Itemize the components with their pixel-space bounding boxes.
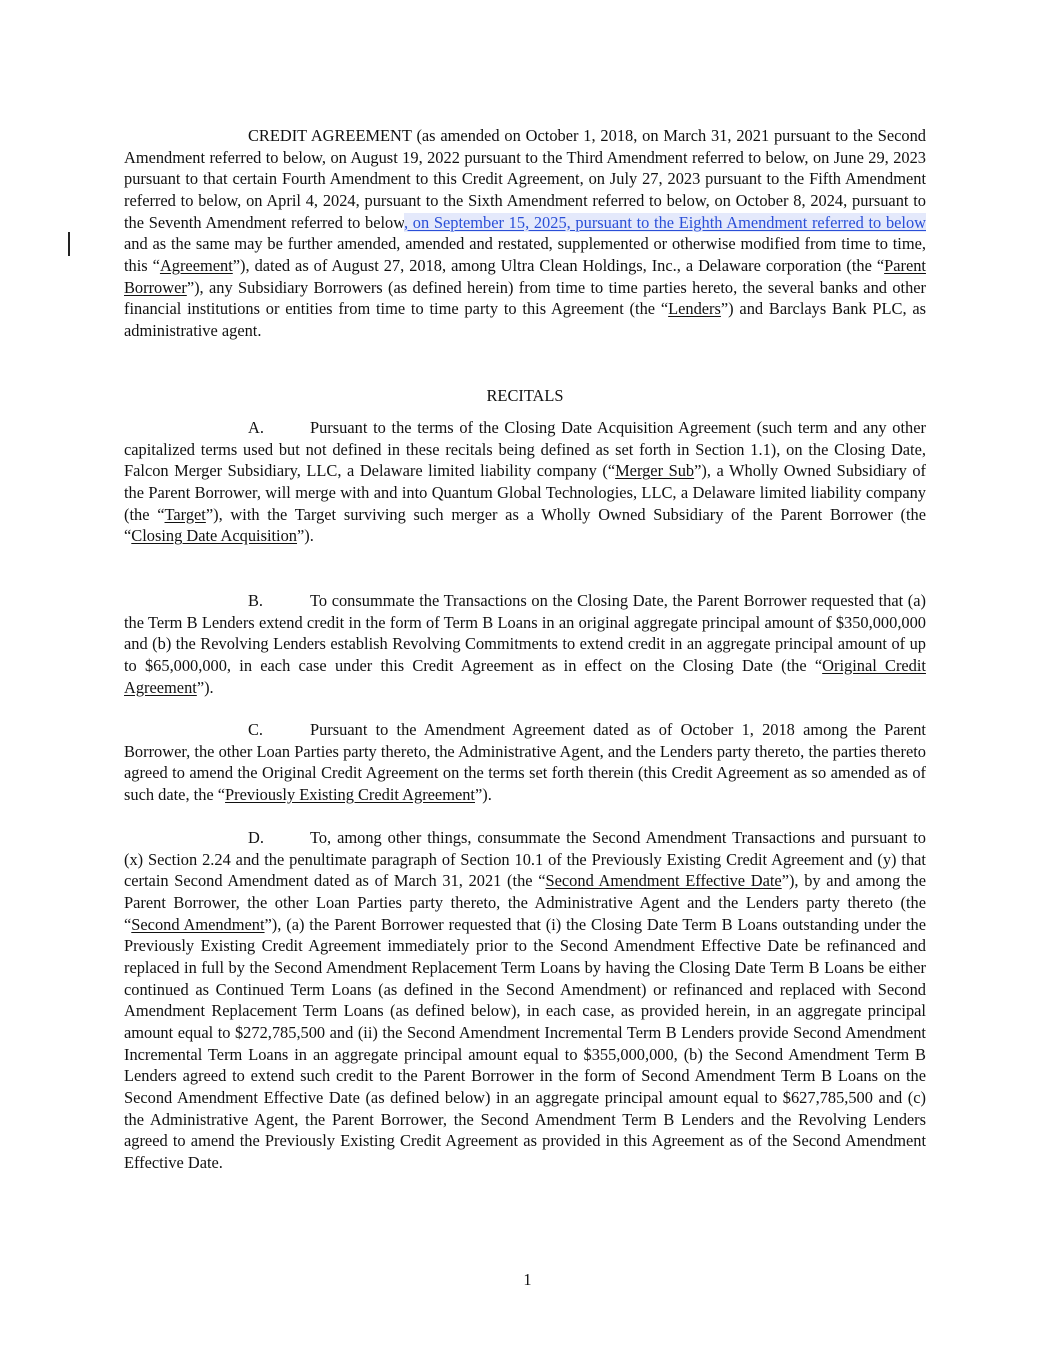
preamble-text-1: CREDIT AGREEMENT (as amended on October 1, 2018, on March 31, 2021 pursuant to the Second Amendment referred to below, on August 19, 2022 pursuant to the Third Amendment referred to below, on June 29, 2023 pursuant to that certain Fourth Amendment to this Credit Agreement, on July 27, 2023 pursuant to the Fifth Amendment referred to below, on April 4, 2024, pursuant to the Sixth Amendment referred to below, on October 8, 2024, pursuant to the Seventh Amendment referred to below (124, 126, 926, 232)
defined-term-lenders: Lenders (668, 299, 721, 319)
preamble-text-3: ”), dated as of August 27, 2018, among Ultra Clean Holdings, Inc., a Delaware corporation (the “ (232, 255, 885, 275)
recital-c-label: C. (248, 720, 264, 739)
defined-term-second-amendment: Second Amendment (131, 914, 265, 934)
recital-c-text-1: Pursuant to the Amendment Agreement dated as of October 1, 2018 among the Parent Borrower, the other Loan Parties party thereto, the Administrative Agent, and the Lenders party thereto, the parties thereto agreed to amend the Original Credit Agreement on the terms set forth therein (this Credit Agreement as so amended as of such date, the “ (124, 720, 926, 804)
recital-a-text-1: Pursuant to the terms of the Closing Date Acquisition Agreement (such term and any other capitalized terms used but not defined in these recitals being defined as set forth in Section 1.1), on the Closing Date, Falcon Merger Subsidiary, LLC, a Delaware limited liability company (“ (124, 418, 926, 481)
defined-term-merger-sub: Merger Sub (615, 461, 695, 481)
defined-term-second-amendment-effective-date: Second Amendment Effective Date (545, 871, 782, 891)
recital-d-text-1: To, among other things, consummate the Second Amendment Transactions and pursuant to (x) Section 2.24 and the penultimate paragraph of Section 10.1 of the Previously Existing Credit Agreement and (y) that certain Second Amendment dated as of March 31, 2021 (the “ (124, 828, 926, 891)
recitals-heading: RECITALS (486, 386, 564, 405)
defined-term-original-credit-agreement: Original Credit Agreement (124, 655, 926, 697)
recital-a-label: A. (248, 418, 264, 437)
recital-d-text-3: ”), (a) the Parent Borrower requested that (i) the Closing Date Term B Loans outstanding under the Previously Existing Credit Agreement immediately prior to the Second Amendment Effective Date be refinanced and replaced in full by the Second Amendment Replacement Term Loans by having the Closing Date Term B Loans be either continued as Continued Term Loans (as defined in the Second Amendment) or refinanced and replaced with Second Amendment Replacement Term Loans (as defined below), in each case, as provided herein, in an aggregate principal amount equal to $272,785,500 and (ii) the Second Amendment Incremental Term B Lenders provide Second Amendment Incremental Term Loans in an aggregate principal amount equal to $355,000,000, (b) the Second Amendment Term B Lenders agreed to extend such credit to the Parent Borrower in the form of Second Amendment Term B Loans on the Second Amendment Effective Date (as defined below) in an aggregate principal amount equal to $627,785,500 and (c) the Administrative Agent, the Parent Borrower, the Second Amendment Term B Lenders and the Revolving Lenders agreed to amend the Previously Existing Credit Agreement as provided in this Agreement as of the Second Amendment Effective Date. (124, 914, 926, 1172)
recital-b-label: B. (248, 591, 264, 610)
preamble-text-5: ”) and Barclays Bank PLC, as administrative agent. (124, 299, 927, 340)
recital-a-paragraph (124, 417, 926, 547)
recital-a-text-4: ”). (297, 526, 314, 546)
preamble-text-4: ”), any Subsidiary Borrowers (as defined herein) from time to time parties hereto, the several banks and other financial institutions or entities from time to time party to this Agreement (the “ (124, 277, 926, 319)
defined-term-closing-date-acquisition: Closing Date Acquisition (131, 526, 298, 546)
recital-b-paragraph (124, 590, 926, 698)
preamble-paragraph (124, 125, 926, 342)
revision-change-bar (68, 232, 70, 256)
recital-c-paragraph (124, 719, 926, 806)
recital-b-text-1: To consummate the Transactions on the Closing Date, the Parent Borrower requested that (a) the Term B Lenders extend credit in the form of Term B Loans in an original aggregate principal amount of $350,000,000 and (b) the Revolving Lenders establish Revolving Commitments to extend credit in an aggregate principal amount of up to $65,000,000, in each case under this Credit Agreement as in effect on the Closing Date (the “ (124, 591, 926, 675)
recital-d-text-2: ”), by and among the Parent Borrower, the other Loan Parties party thereto, the Administrative Agent and the Lenders party thereto (the “ (124, 871, 926, 934)
recital-d-paragraph (124, 827, 926, 1174)
defined-term-target: Target (164, 504, 206, 524)
recital-a-text-3: ”), with the Target surviving such merger as a Wholly Owned Subsidiary of the Parent Borrower (the “ (124, 504, 927, 546)
recital-d-label: D. (248, 828, 264, 847)
recital-b-text-2: ”). (196, 677, 214, 697)
recital-a-text-2: ”), a Wholly Owned Subsidiary of the Parent Borrower, will merge with and into Quantum Global Technologies, LLC, a Delaware limited liability company (the “ (124, 461, 926, 524)
defined-term-agreement: Agreement (159, 255, 233, 275)
recital-c-text-2: ”). (474, 784, 492, 804)
defined-term-previously-existing-credit-agreement: Previously Existing Credit Agreement (225, 784, 475, 804)
preamble-text-2: and as the same may be further amended, amended and restated, supplemented or otherwise modified from time to time, this “ (124, 234, 926, 275)
defined-term-parent-borrower: Parent Borrower (124, 255, 926, 297)
inserted-revision-text[interactable]: , on September 15, 2025, pursuant to the Eighth Amendment referred to below (404, 212, 926, 232)
page-number: 1 (523, 1270, 532, 1289)
